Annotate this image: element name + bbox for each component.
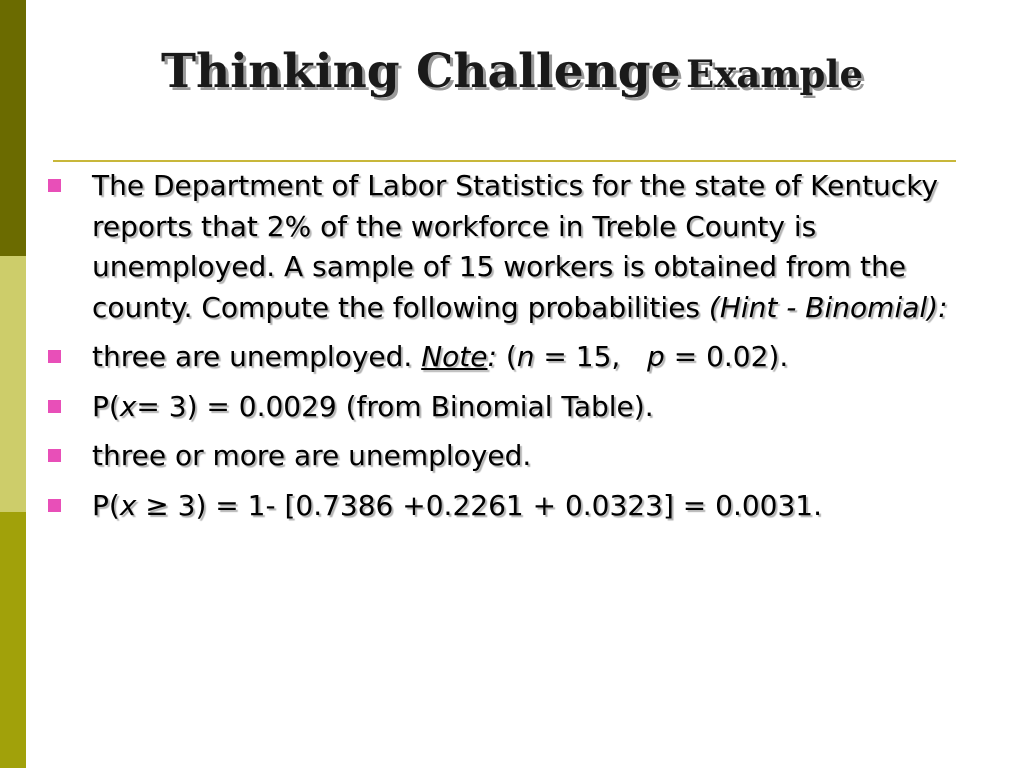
- list-item: [48, 436, 988, 477]
- list-item: [48, 337, 988, 378]
- square-bullet-icon: [48, 449, 61, 462]
- bullet-list: [48, 166, 988, 535]
- sidebar-mid-segment: [0, 512, 26, 768]
- sidebar-light-segment: [0, 256, 26, 512]
- prob-result: = 3) = 0.0029 (from Binomial Table).: [136, 389, 654, 423]
- prob-open: P(: [92, 389, 120, 423]
- prob-var-x: x: [119, 488, 137, 522]
- slide-title: [0, 44, 1024, 99]
- title-divider: [53, 160, 956, 162]
- param-p: p: [647, 340, 665, 373]
- prob-open: P(: [92, 488, 120, 522]
- problem-statement: The Department of Labor Statistics for the state of Kentucky reports that 2% of the workforce in Treble County is unemployed. A sample of 15 workers is obtained from the county. Compute the following probabilities: [92, 169, 938, 324]
- ge-symbol: ≥: [136, 488, 178, 522]
- param-n-value: = 15,: [534, 340, 648, 373]
- item-text: three are unemployed.: [92, 340, 413, 373]
- hint-text: (Hint - Binomial):: [708, 290, 948, 324]
- sidebar-dark-segment: [0, 0, 26, 256]
- square-bullet-icon: [48, 400, 61, 413]
- list-item: [48, 166, 988, 328]
- param-open: (: [505, 340, 517, 373]
- prob-var-x: x: [119, 389, 137, 423]
- square-bullet-icon: [48, 179, 61, 192]
- note-colon: :: [487, 340, 497, 373]
- title-main: Thinking Challenge: [160, 44, 681, 99]
- title-sub: Example: [686, 52, 863, 96]
- square-bullet-icon: [48, 350, 61, 363]
- prob-result: 3) = 1- [0.7386 +0.2261 + 0.0323] = 0.0031.: [177, 488, 822, 522]
- list-item: [48, 486, 988, 527]
- note-label: Note: [421, 340, 488, 373]
- list-item: [48, 387, 988, 428]
- param-n: n: [516, 340, 535, 373]
- square-bullet-icon: [48, 499, 61, 512]
- param-p-value: = 0.02).: [664, 340, 789, 373]
- item-text: three or more are unemployed.: [92, 439, 532, 472]
